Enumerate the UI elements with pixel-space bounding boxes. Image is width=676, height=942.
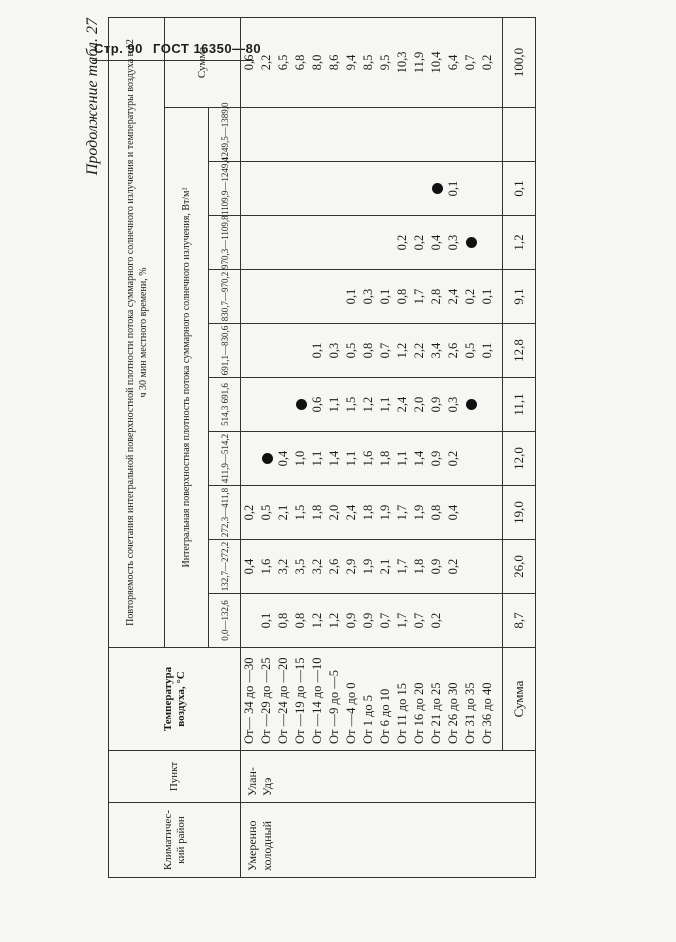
temperature-range: От 21 до 25 <box>429 682 443 744</box>
value-cell: 1,7 <box>395 612 409 629</box>
value-cell: 0,3 <box>327 342 341 359</box>
value-cell: 1,5 <box>344 396 358 413</box>
table-caption: Продолжение табл. 27 <box>84 18 101 176</box>
value-cell: 2,0 <box>412 396 426 413</box>
value-cell <box>360 108 377 161</box>
value-cell <box>292 108 309 161</box>
value-cell: 0,9 <box>429 450 443 467</box>
header-sum: Сумма <box>165 17 241 107</box>
header-temperature: Температура воздуха, °С <box>109 648 241 751</box>
value-cell: 1,9 <box>378 504 392 521</box>
point-cell <box>241 751 536 803</box>
value-cell <box>258 432 275 485</box>
value-cell <box>462 162 479 215</box>
value-cell: 0,6 <box>310 396 324 413</box>
value-column <box>241 216 503 270</box>
value-cell <box>428 162 445 215</box>
value-cell <box>479 162 496 215</box>
value-cell: 0,2 <box>242 504 256 521</box>
value-cell: 1,8 <box>378 450 392 467</box>
row-sum: 6,4 <box>446 54 460 71</box>
value-column <box>241 108 503 162</box>
dot-marker-icon <box>432 183 443 194</box>
value-cell: 2,6 <box>446 342 460 359</box>
value-cell <box>343 162 360 215</box>
value-cell <box>462 540 479 593</box>
row-sum: 6,8 <box>293 54 307 71</box>
value-cell: 2,9 <box>344 558 358 575</box>
temperature-range: От 26 до 30 <box>446 682 460 744</box>
value-cell: 0,2 <box>395 234 409 251</box>
sum-row <box>503 17 536 877</box>
value-cell: 0,1 <box>446 180 460 197</box>
header-sub-title: Интегральная поверхностная плотность потока суммарного солнечного излучения, Вт/м² <box>165 108 209 648</box>
value-column <box>241 594 503 648</box>
value-cell <box>309 162 326 215</box>
value-cell <box>394 108 411 161</box>
value-cell: 0,2 <box>446 558 460 575</box>
column-sum: 0,1 <box>503 162 536 216</box>
value-cell: 1,7 <box>412 288 426 305</box>
point-name: Улан-Удэ <box>245 767 274 796</box>
value-cell: 0,1 <box>480 288 494 305</box>
value-column <box>241 378 503 432</box>
value-cell <box>241 162 258 215</box>
value-cell <box>258 216 275 269</box>
value-cell: 1,7 <box>395 558 409 575</box>
value-cell <box>479 108 496 161</box>
temperature-range: От 11 до 15 <box>395 682 409 744</box>
temperature-range: От —24 до —20 <box>276 657 290 744</box>
row-sum: 0,2 <box>480 54 494 71</box>
value-cell: 0,8 <box>395 288 409 305</box>
value-cell: 0,5 <box>463 342 477 359</box>
row-sum: 10,3 <box>395 51 409 74</box>
value-cell <box>275 324 292 377</box>
value-cell: 0,2 <box>429 612 443 629</box>
temperature-range: От —29 до —25 <box>259 657 273 744</box>
value-cell: 0,7 <box>412 612 426 629</box>
value-cell: 1,2 <box>361 396 375 413</box>
value-cell: 1,1 <box>310 450 324 467</box>
row-sum: 9,4 <box>344 54 358 71</box>
column-sum <box>503 108 536 162</box>
row-sum: 6,5 <box>276 54 290 71</box>
value-cell <box>479 540 496 593</box>
range-header: 411,9—514,2 <box>209 432 241 486</box>
value-cell <box>377 108 394 161</box>
value-cell <box>241 324 258 377</box>
value-cell: 1,2 <box>395 342 409 359</box>
range-header: 132,7—272,2 <box>209 540 241 594</box>
row-sum: 9,5 <box>378 54 392 71</box>
value-cell <box>462 378 479 431</box>
value-cell <box>326 270 343 323</box>
value-cell <box>445 108 462 161</box>
value-cell: 1,9 <box>412 504 426 521</box>
row-sum: 11,9 <box>412 51 426 74</box>
value-cell: 2,1 <box>378 558 392 575</box>
value-cell <box>292 378 309 431</box>
value-cell: 1,8 <box>361 504 375 521</box>
value-column <box>241 324 503 378</box>
value-column <box>241 540 503 594</box>
dot-marker-icon <box>466 399 477 410</box>
row-sum: 0,6 <box>242 54 256 71</box>
temperature-range: От —14 до —10 <box>310 657 324 744</box>
column-sum: 1,2 <box>503 216 536 270</box>
value-cell: 2,4 <box>344 504 358 521</box>
region-name: Умеренно холодный <box>245 820 274 871</box>
column-sum: 12,0 <box>503 432 536 486</box>
temperature-range: От —9 до —5 <box>327 670 341 744</box>
row-sum: 8,0 <box>310 54 324 71</box>
value-cell <box>394 162 411 215</box>
value-cell: 0,3 <box>446 234 460 251</box>
grand-total: 100,0 <box>503 17 536 107</box>
temperature-range: От —4 до 0 <box>344 682 358 744</box>
value-cell: 0,3 <box>361 288 375 305</box>
value-cell <box>462 594 479 647</box>
value-cell: 0,3 <box>446 396 460 413</box>
value-cell: 1,8 <box>412 558 426 575</box>
value-cell: 0,2 <box>412 234 426 251</box>
value-cell: 2,2 <box>412 342 426 359</box>
value-cell: 1,9 <box>361 558 375 575</box>
value-cell: 1,1 <box>344 450 358 467</box>
standard-code: ГОСТ 16350—80 <box>153 41 262 56</box>
value-cell <box>292 216 309 269</box>
value-cell <box>241 594 258 647</box>
value-cell <box>360 216 377 269</box>
value-cell: 0,1 <box>310 342 324 359</box>
value-cell: 0,7 <box>378 612 392 629</box>
value-cell <box>479 486 496 539</box>
value-cell <box>462 486 479 539</box>
column-sum: 12,8 <box>503 324 536 378</box>
temperature-range: От 31 до 35 <box>463 682 477 744</box>
header-region: Климатичес-кий район <box>109 803 241 878</box>
value-cell <box>326 108 343 161</box>
value-cell: 0,8 <box>293 612 307 629</box>
value-cell: 0,4 <box>276 450 290 467</box>
value-cell <box>241 216 258 269</box>
value-cell <box>411 108 428 161</box>
header-point: Пункт <box>109 751 241 803</box>
value-cell: 1,4 <box>327 450 341 467</box>
value-cell <box>241 270 258 323</box>
value-cell: 0,5 <box>344 342 358 359</box>
value-cell: 1,1 <box>395 450 409 467</box>
value-cell: 0,4 <box>429 234 443 251</box>
value-cell <box>258 162 275 215</box>
value-cell <box>479 432 496 485</box>
value-cell: 2,0 <box>327 504 341 521</box>
value-cell: 2,1 <box>276 504 290 521</box>
value-cell: 0,1 <box>378 288 392 305</box>
temperature-range: От —19 до —15 <box>293 657 307 744</box>
range-header: 970,3—1109,8 <box>209 216 241 270</box>
value-cell: 2,6 <box>327 558 341 575</box>
value-column <box>241 162 503 216</box>
value-cell <box>275 270 292 323</box>
value-column <box>241 432 503 486</box>
value-cell: 3,4 <box>429 342 443 359</box>
value-cell: 2,8 <box>429 288 443 305</box>
row-sum-column <box>241 17 503 107</box>
value-cell <box>275 216 292 269</box>
value-cell <box>462 216 479 269</box>
temperature-range: От— 34 до —30 <box>242 657 256 744</box>
value-cell <box>377 162 394 215</box>
value-cell <box>258 108 275 161</box>
rotated-table-block <box>82 18 612 878</box>
value-cell <box>258 270 275 323</box>
value-cell: 0,9 <box>361 612 375 629</box>
data-table <box>108 17 536 878</box>
value-cell: 0,4 <box>446 504 460 521</box>
value-cell: 1,8 <box>310 504 324 521</box>
value-cell: 0,5 <box>259 504 273 521</box>
value-column <box>241 486 503 540</box>
value-cell <box>326 216 343 269</box>
value-cell: 0,1 <box>344 288 358 305</box>
page-number: Стр. 90 <box>94 41 143 56</box>
value-cell <box>309 270 326 323</box>
range-header: 1249,5—1389,0 <box>209 108 241 162</box>
dot-marker-icon <box>466 237 477 248</box>
value-cell <box>445 594 462 647</box>
value-cell <box>258 324 275 377</box>
value-cell: 0,9 <box>429 396 443 413</box>
value-cell <box>241 378 258 431</box>
value-cell <box>309 108 326 161</box>
value-cell: 0,8 <box>361 342 375 359</box>
range-header: 0,0—132,6 <box>209 594 241 648</box>
value-cell <box>292 270 309 323</box>
value-cell: 1,6 <box>259 558 273 575</box>
dot-marker-icon <box>296 399 307 410</box>
value-cell: 0,9 <box>429 558 443 575</box>
value-cell <box>462 108 479 161</box>
value-cell <box>479 378 496 431</box>
value-cell: 3,2 <box>276 558 290 575</box>
value-cell <box>462 432 479 485</box>
temperature-range: От 36 до 40 <box>480 682 494 744</box>
value-cell: 3,2 <box>310 558 324 575</box>
temperature-cell <box>241 648 503 751</box>
range-header: 691,1—830,6 <box>209 324 241 378</box>
value-cell: 0,4 <box>242 558 256 575</box>
value-cell <box>377 216 394 269</box>
row-sum: 10,4 <box>429 51 443 74</box>
value-cell <box>326 162 343 215</box>
value-cell: 0,8 <box>429 504 443 521</box>
sum-label: Сумма <box>503 648 536 751</box>
value-column <box>241 270 503 324</box>
value-cell: 1,5 <box>293 504 307 521</box>
value-cell: 0,2 <box>463 288 477 305</box>
value-cell: 3,5 <box>293 558 307 575</box>
value-cell: 0,1 <box>480 342 494 359</box>
value-cell <box>411 162 428 215</box>
value-cell <box>343 108 360 161</box>
value-cell <box>258 378 275 431</box>
temperature-range: От 16 до 20 <box>412 682 426 744</box>
value-cell: 0,8 <box>276 612 290 629</box>
row-sum: 8,5 <box>361 54 375 71</box>
value-cell <box>360 162 377 215</box>
value-cell <box>275 108 292 161</box>
column-sum: 26,0 <box>503 540 536 594</box>
value-cell: 1,4 <box>412 450 426 467</box>
temperature-range: От 6 до 10 <box>378 688 392 744</box>
value-cell: 1,1 <box>378 396 392 413</box>
row-sum: 2,2 <box>259 54 273 71</box>
range-header: 272,3—411,8 <box>209 486 241 540</box>
header-main-title: Повторяемость сочетания интегральной поверхностной плотности потока суммарного солнечного излучения и температуры воздуха в 12 ч 30 мин местного времени, % <box>109 17 165 647</box>
value-cell: 1,2 <box>327 612 341 629</box>
dot-marker-icon <box>262 453 273 464</box>
range-header: 514,3 691,6 <box>209 378 241 432</box>
value-cell <box>428 108 445 161</box>
range-header: 830,7—970,2 <box>209 270 241 324</box>
region-cell <box>241 803 536 878</box>
temperature-range: От 1 до 5 <box>361 695 375 744</box>
column-sum: 8,7 <box>503 594 536 648</box>
value-cell: 0,1 <box>259 612 273 629</box>
value-cell <box>343 216 360 269</box>
value-cell: 0,2 <box>446 450 460 467</box>
value-cell: 1,0 <box>293 450 307 467</box>
value-cell: 1,6 <box>361 450 375 467</box>
value-cell: 1,2 <box>310 612 324 629</box>
column-sum: 9,1 <box>503 270 536 324</box>
value-cell: 0,7 <box>378 342 392 359</box>
value-cell: 2,4 <box>395 396 409 413</box>
value-cell: 1,1 <box>327 396 341 413</box>
value-cell <box>292 324 309 377</box>
value-cell <box>309 216 326 269</box>
value-cell <box>292 162 309 215</box>
value-cell <box>275 378 292 431</box>
value-cell <box>241 432 258 485</box>
value-cell <box>241 108 258 161</box>
column-sum: 11,1 <box>503 378 536 432</box>
value-cell <box>275 162 292 215</box>
value-cell: 2,4 <box>446 288 460 305</box>
value-cell: 0,9 <box>344 612 358 629</box>
value-cell: 1,7 <box>395 504 409 521</box>
row-sum: 0,7 <box>463 54 477 71</box>
column-sum: 19,0 <box>503 486 536 540</box>
row-sum: 8,6 <box>327 54 341 71</box>
value-cell <box>479 594 496 647</box>
value-cell <box>479 216 496 269</box>
range-header: 1109,9—1249,4 <box>209 162 241 216</box>
